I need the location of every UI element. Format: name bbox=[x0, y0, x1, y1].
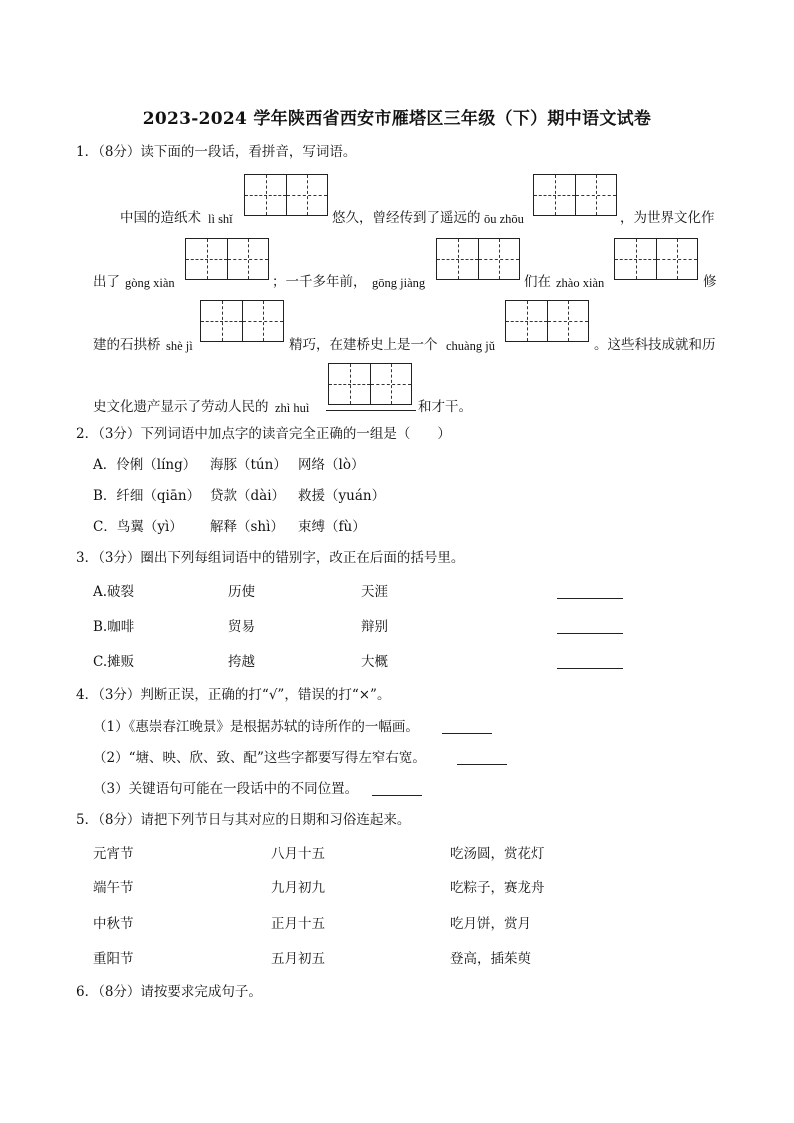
q4-item-1: （1）《惠崇春江晚景》是根据苏轼的诗所作的一幅画。 bbox=[93, 719, 419, 735]
q1-answer-grid-3[interactable] bbox=[185, 238, 269, 280]
page-title: 2023-2024 学年陕西省西安市雁塔区三年级（下）期中语文试卷 bbox=[142, 109, 652, 129]
q5-custom[interactable]: 吃粽子，赛龙舟 bbox=[450, 880, 545, 896]
q1-pinyin: chuàng jǔ bbox=[446, 339, 495, 353]
q5-date[interactable]: 八月十五 bbox=[271, 846, 325, 862]
q1-pinyin: zhì huì bbox=[275, 401, 310, 415]
q5-date[interactable]: 五月初五 bbox=[271, 951, 325, 967]
question-5-heading: 5．（8分）请把下列节日与其对应的日期和习俗连起来。 bbox=[76, 812, 411, 828]
q3-word: 挎越 bbox=[228, 654, 255, 670]
q1-answer-grid-5[interactable] bbox=[614, 238, 698, 280]
q3-word: B.咖啡 bbox=[93, 619, 135, 635]
q5-festival[interactable]: 端午节 bbox=[93, 880, 134, 896]
q1-pinyin: lì shǐ bbox=[208, 212, 233, 226]
q1-answer-grid-2[interactable] bbox=[533, 174, 617, 216]
q5-festival[interactable]: 中秋节 bbox=[93, 916, 134, 932]
q1-text: 修 bbox=[703, 274, 717, 290]
q4-item-2: （2）“塘、映、欣、致、配”这些字都要写得左窄右宽。 bbox=[93, 750, 426, 766]
q5-custom[interactable]: 登高，插茱萸 bbox=[450, 951, 531, 967]
q1-answer-grid-4[interactable] bbox=[436, 238, 520, 280]
q2-option-c-word: 束缚（fù） bbox=[298, 519, 366, 535]
q3-word: 辩别 bbox=[361, 619, 388, 635]
q1-answer-grid-6[interactable] bbox=[200, 300, 284, 342]
q1-text: 和才干。 bbox=[418, 399, 472, 415]
q2-option-c-word: 解释（shì） bbox=[210, 519, 284, 535]
q1-text: 悠久，曾经传到了遥远的 bbox=[332, 210, 481, 226]
q1-pinyin: gòng xiàn bbox=[125, 276, 175, 290]
q1-text: ；一千多年前， bbox=[272, 274, 367, 290]
q3-word: 大概 bbox=[361, 654, 388, 670]
q3-word: C.摊贩 bbox=[93, 654, 135, 670]
q4-item-3: （3）关键语句可能在一段话中的不同位置。 bbox=[93, 781, 359, 797]
q4-answer-line[interactable] bbox=[442, 733, 492, 734]
q1-pinyin: zhào xiàn bbox=[556, 276, 605, 290]
question-6-heading: 6．（8分）请按要求完成句子。 bbox=[76, 984, 262, 1000]
q1-text: 建的石拱桥 bbox=[93, 337, 161, 353]
q3-answer-line[interactable] bbox=[557, 598, 623, 599]
q3-word: 天涯 bbox=[361, 584, 388, 600]
q1-text: 史文化遗产显示了劳动人民的 bbox=[93, 399, 269, 415]
question-4-heading: 4．（3分）判断正误，正确的打“√”，错误的打“×”。 bbox=[76, 687, 391, 703]
q3-answer-line[interactable] bbox=[557, 668, 623, 669]
q3-word: 贸易 bbox=[228, 619, 255, 635]
q1-text: ，为世界文化作 bbox=[620, 210, 715, 226]
q1-pinyin: shè jì bbox=[166, 339, 193, 353]
question-3-heading: 3．（3分）圈出下列每组词语中的错别字，改正在后面的括号里。 bbox=[76, 550, 465, 566]
q2-option-b-word: 救援（yuán） bbox=[298, 488, 386, 504]
q4-answer-line[interactable] bbox=[372, 795, 422, 796]
q1-answer-underline bbox=[326, 410, 416, 411]
question-1-heading: 1．（8分）读下面的一段话，看拼音，写词语。 bbox=[76, 144, 357, 160]
q1-answer-grid-8[interactable] bbox=[328, 363, 412, 405]
question-2-heading: 2．（3分）下列词语中加点字的读音完全正确的一组是（ ） bbox=[76, 426, 451, 442]
q5-date[interactable]: 九月初九 bbox=[271, 880, 325, 896]
q1-answer-grid-7[interactable] bbox=[505, 300, 589, 342]
q5-date[interactable]: 正月十五 bbox=[271, 916, 325, 932]
q1-text: 精巧，在建桥史上是一个 bbox=[289, 337, 438, 353]
q1-text: 出了 bbox=[93, 274, 120, 290]
q5-festival[interactable]: 重阳节 bbox=[93, 951, 134, 967]
q1-answer-grid-1[interactable] bbox=[244, 174, 328, 216]
q1-text: 中国的造纸术 bbox=[120, 210, 201, 226]
q2-option-a-word: 网络（lò） bbox=[298, 457, 365, 473]
q4-answer-line[interactable] bbox=[457, 764, 507, 765]
q1-text: 。这些科技成就和历 bbox=[594, 337, 716, 353]
q5-custom[interactable]: 吃月饼，赏月 bbox=[450, 916, 531, 932]
q2-option-a[interactable]: A．伶俐（líng） bbox=[93, 457, 197, 473]
q5-custom[interactable]: 吃汤圆，赏花灯 bbox=[450, 846, 545, 862]
q2-option-a-word: 海豚（tún） bbox=[210, 457, 287, 473]
q2-option-c[interactable]: C．鸟翼（yì） bbox=[93, 519, 183, 535]
q2-option-b[interactable]: B．纤细（qiān） bbox=[93, 488, 201, 504]
q1-pinyin: gōng jiàng bbox=[372, 276, 426, 290]
q5-festival[interactable]: 元宵节 bbox=[93, 846, 134, 862]
q3-answer-line[interactable] bbox=[557, 633, 623, 634]
q1-text: 们在 bbox=[524, 274, 551, 290]
q3-word: A.破裂 bbox=[93, 584, 135, 600]
q3-word: 历使 bbox=[228, 584, 255, 600]
q1-pinyin: ōu zhōu bbox=[484, 212, 524, 226]
q2-option-b-word: 贷款（dài） bbox=[210, 488, 286, 504]
